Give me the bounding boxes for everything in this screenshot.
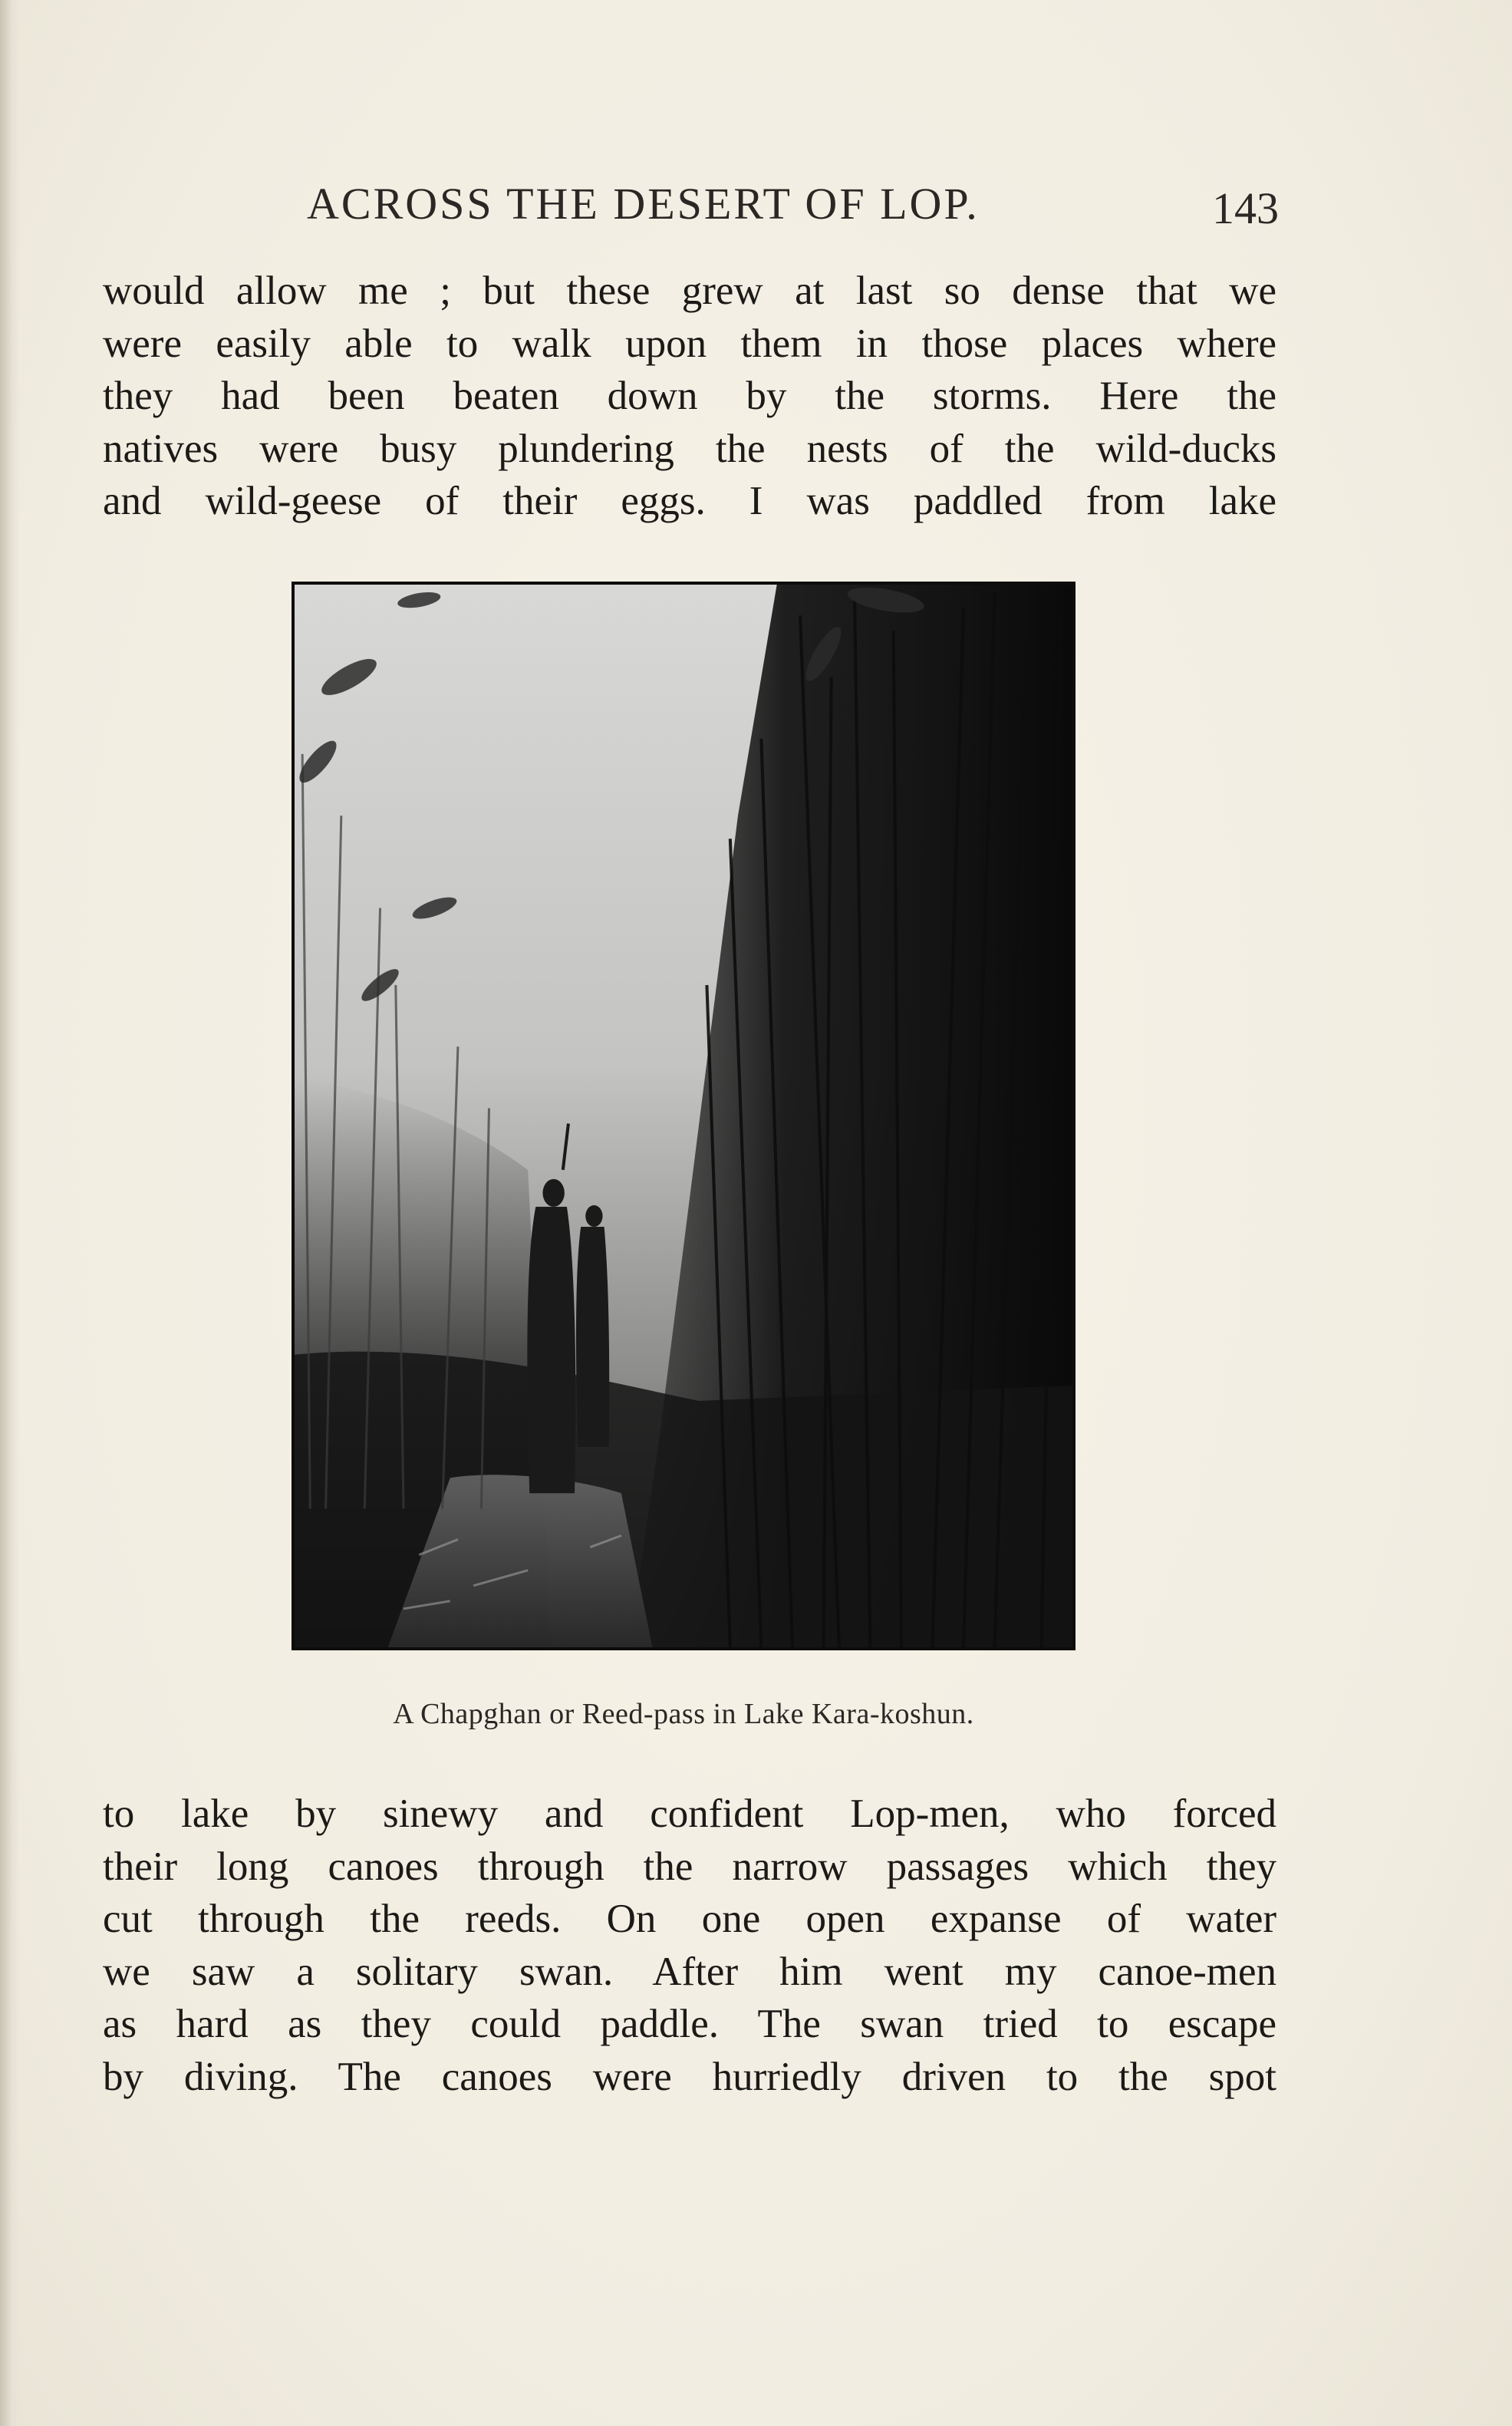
text-line: and wild-geese of their eggs. I was paddled from lake xyxy=(103,479,1276,523)
text-line: their long canoes through the narrow passages which they xyxy=(103,1844,1276,1889)
paragraph-top xyxy=(103,265,1276,528)
page-gutter-shadow xyxy=(0,0,20,2426)
text-line: as hard as they could paddle. The swan tried to escape xyxy=(103,2002,1276,2046)
figure-caption: A Chapghan or Reed-pass in Lake Kara-koshun. xyxy=(393,1698,974,1730)
text-line: to lake by sinewy and confident Lop-men, who forced xyxy=(103,1791,1276,1836)
text-line: cut through the reeds. On one open expanse of water xyxy=(103,1897,1276,1941)
page-number: 143 xyxy=(1212,183,1279,233)
text-line: they had been beaten down by the storms. Here the xyxy=(103,374,1276,418)
paragraph-bottom xyxy=(103,1788,1276,2103)
text-line: we saw a solitary swan. After him went my canoe-men xyxy=(103,1949,1276,1994)
reed-pass-photograph xyxy=(292,582,1076,1650)
text-line: were easily able to walk upon them in those places where xyxy=(103,321,1276,366)
text-line: by diving. The canoes were hurriedly driven to the spot xyxy=(103,2054,1276,2099)
text-line: would allow me ; but these grew at last so dense that we xyxy=(103,269,1276,313)
text-line: natives were busy plundering the nests of the wild-ducks xyxy=(103,426,1276,471)
photograph-illustration xyxy=(295,585,1072,1647)
running-head-title: ACROSS THE DESERT OF LOP. xyxy=(307,179,980,229)
